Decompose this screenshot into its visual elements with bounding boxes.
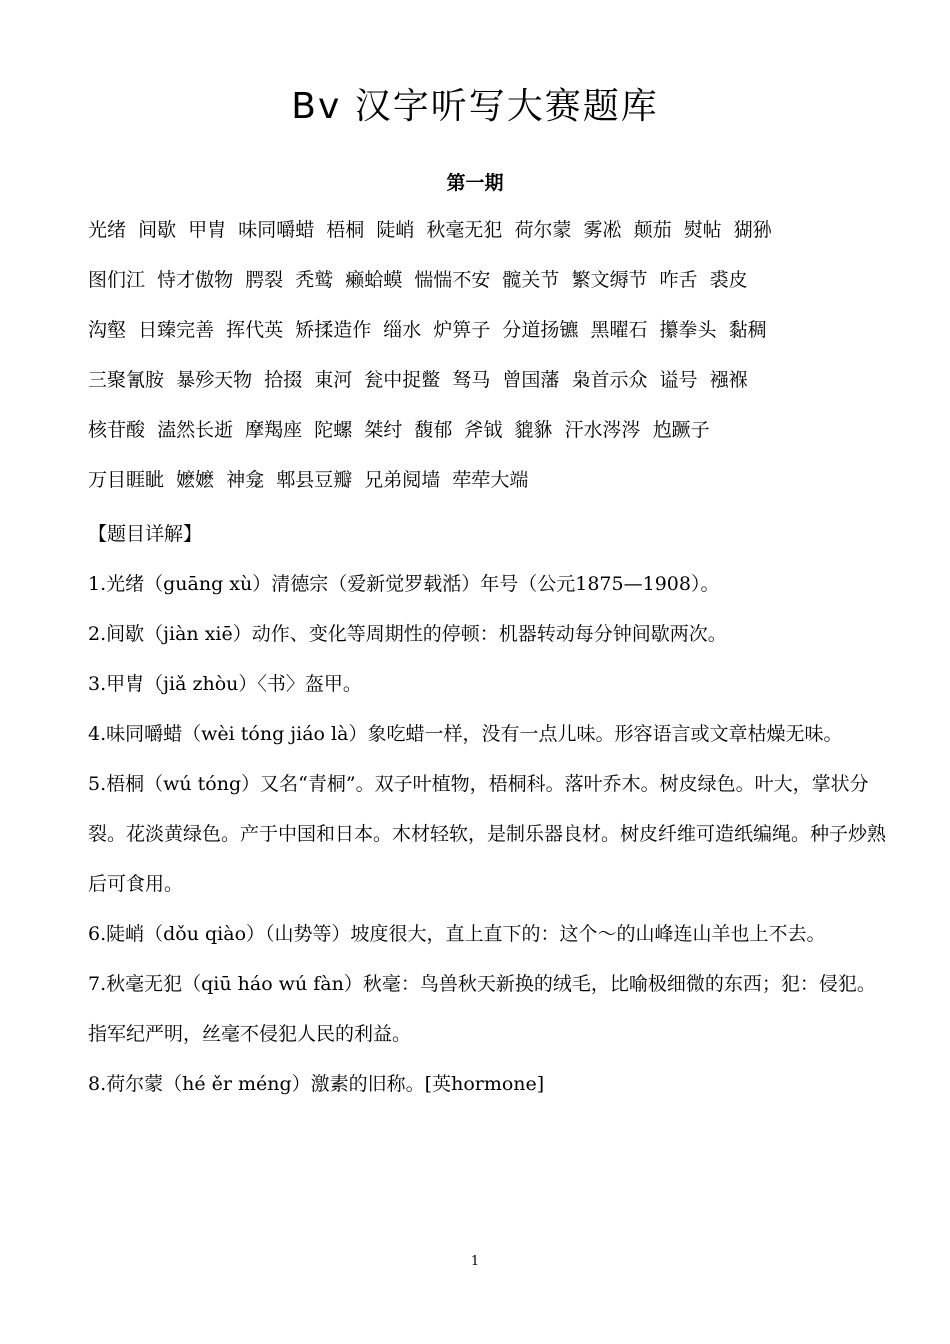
word-item: 神龛 [226, 469, 265, 491]
word-item: 貔貅 [514, 419, 553, 441]
word-item: 腭裂 [245, 269, 284, 291]
word-item: 核苷酸 [88, 419, 146, 441]
word-item: 拾掇 [264, 369, 303, 391]
word-item: 枭首示众 [571, 369, 648, 391]
word-item: 襁褓 [709, 369, 748, 391]
word-item: 咋舌 [659, 269, 698, 291]
word-item: 荦荦大端 [452, 469, 529, 491]
word-item: 雾凇 [583, 219, 622, 241]
word-item: 沟壑 [88, 319, 127, 341]
word-item: 馥郁 [414, 419, 453, 441]
word-item: 裘皮 [709, 269, 748, 291]
word-item: 攥拳头 [659, 319, 717, 341]
word-item: 熨帖 [683, 219, 722, 241]
word-item: 万目睚眦 [88, 469, 165, 491]
word-item: 斧钺 [464, 419, 503, 441]
word-line [88, 409, 888, 459]
word-item: 瓮中捉鳖 [364, 369, 441, 391]
word-item: 繁文缛节 [571, 269, 648, 291]
entry-item: 4.味同嚼蜡（wèi tóng jiáo là）象吃蜡一样，没有一点儿味。形容语言或文章枯燥无味。 [88, 723, 843, 745]
word-item: 矫揉造作 [295, 319, 372, 341]
word-item: 间歇 [138, 219, 177, 241]
word-item: 兄弟阋墙 [364, 469, 441, 491]
word-item: 颠茄 [633, 219, 672, 241]
word-item: 驽马 [452, 369, 491, 391]
word-item: 荷尔蒙 [514, 219, 572, 241]
word-item: 恃才傲物 [157, 269, 234, 291]
word-item: 图们江 [88, 269, 146, 291]
word-item: 陡峭 [376, 219, 415, 241]
entry-item: 5.梧桐（wú tóng）又名“青桐”。双子叶植物，梧桐科。落叶乔木。树皮绿色。叶大，掌状分裂。花淡黄绿色。产于中国和日本。木材轻软，是制乐器良材。树皮纤维可造纸编绳。种子炒熟后可食用。 [88, 773, 887, 895]
entry-item: 3.甲胄（jiǎ zhòu）〈书〉盔甲。 [88, 673, 362, 695]
word-item: 猢狲 [733, 219, 772, 241]
word-item: 缁水 [383, 319, 422, 341]
entry-item: 1.光绪（guāng xù）清德宗（爱新觉罗载湉）年号（公元1875—1908）。 [88, 573, 720, 595]
entry-item: 6.陡峭（dǒu qiào）（山势等）坡度很大，直上直下的：这个～的山峰连山羊也上不去。 [88, 923, 826, 945]
word-line [88, 359, 888, 409]
word-item: 桀纣 [364, 419, 403, 441]
word-item: 尥蹶子 [652, 419, 710, 441]
word-item: 郫县豆瓣 [276, 469, 353, 491]
word-item: 味同嚼蜡 [238, 219, 315, 241]
details-heading: 【题目详解】 [88, 523, 203, 545]
word-item: 曾国藩 [502, 369, 560, 391]
word-line [88, 209, 888, 259]
entry-item: 2.间歇（jiàn xiē）动作、变化等周期性的停顿：机器转动每分钟间歇两次。 [88, 623, 727, 645]
word-item: 分道扬镳 [502, 319, 579, 341]
word-item: 秋毫无犯 [426, 219, 503, 241]
word-item: 陀螺 [314, 419, 353, 441]
document-body [88, 209, 888, 1109]
page-number: 1 [470, 1254, 480, 1269]
word-item: 甲胄 [188, 219, 227, 241]
word-item: 谥号 [659, 369, 698, 391]
entry-item: 7.秋毫无犯（qiū háo wú fàn）秋毫：鸟兽秋天新换的绒毛，比喻极细微的东西；犯：侵犯。指军纪严明，丝毫不侵犯人民的利益。 [88, 973, 876, 1045]
word-item: 暴殄天物 [176, 369, 253, 391]
word-item: 挥代英 [226, 319, 284, 341]
word-item: 溘然长逝 [157, 419, 234, 441]
word-item: 髋关节 [502, 269, 560, 291]
word-item: 惴惴不安 [414, 269, 491, 291]
word-item: 梧桐 [326, 219, 365, 241]
word-item: 黑曜石 [590, 319, 648, 341]
word-item: 秃鹫 [295, 269, 334, 291]
word-item: 炉箅子 [433, 319, 491, 341]
word-line [88, 459, 888, 509]
word-item: 三聚氰胺 [88, 369, 165, 391]
word-item: 光绪 [88, 219, 127, 241]
word-item: 黏稠 [728, 319, 767, 341]
word-item: 日臻完善 [138, 319, 215, 341]
entry-item: 8.荷尔蒙（hé ěr méng）激素的旧称。[英hormone] [88, 1073, 545, 1095]
word-item: 癞蛤蟆 [345, 269, 403, 291]
word-item: 汗水涔涔 [564, 419, 641, 441]
word-item: 嬷嬷 [176, 469, 215, 491]
word-line [88, 259, 888, 309]
document-title: Bv 汉字听写大赛题库 [291, 86, 659, 127]
word-list [88, 209, 888, 509]
word-item: 東河 [314, 369, 353, 391]
word-item: 摩羯座 [245, 419, 303, 441]
entry-list [88, 559, 888, 1109]
word-line [88, 309, 888, 359]
issue-title: 第一期 [446, 172, 504, 194]
